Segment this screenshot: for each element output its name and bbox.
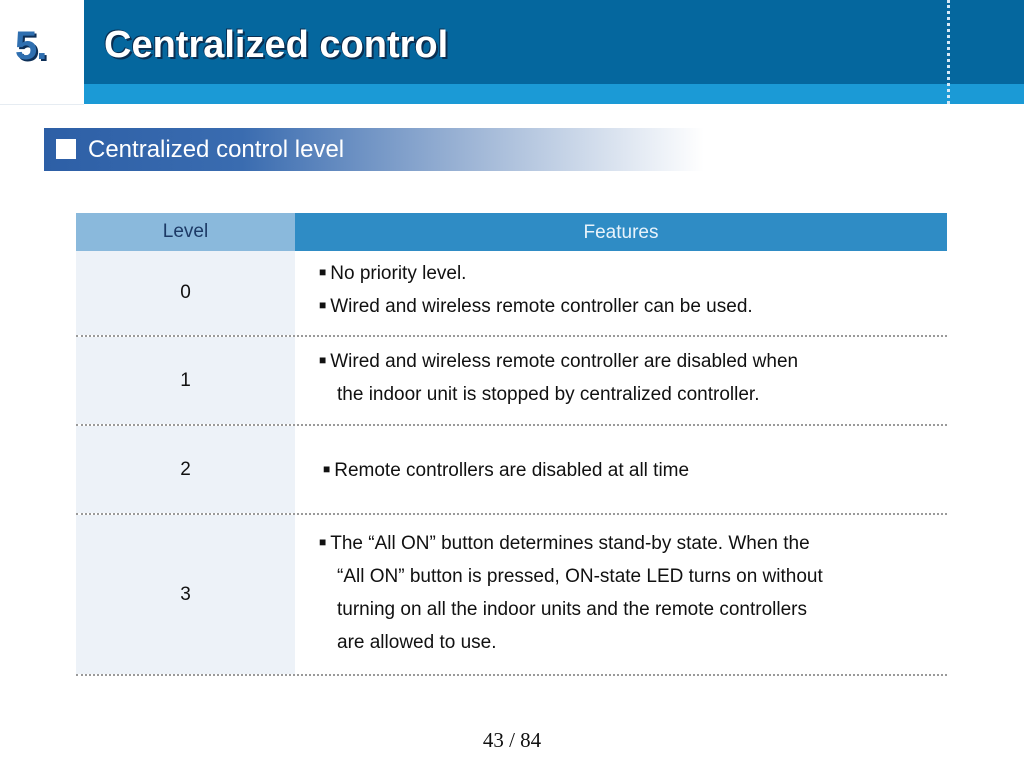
level-cell: 2 (76, 426, 295, 513)
bullet-icon: ■ (319, 265, 327, 279)
section-number: 5. (15, 24, 47, 68)
feature-line: the indoor unit is stopped by centralized controller. (337, 384, 760, 405)
table-row (76, 426, 947, 515)
feature-line: are allowed to use. (337, 632, 497, 653)
section-label: Centralized control level (88, 136, 345, 163)
header-features: Features (295, 213, 947, 251)
features-cell (295, 251, 947, 335)
page-number: 43 / 84 (482, 728, 542, 752)
level-cell: 1 (76, 337, 295, 424)
page-title: Centralized control (104, 24, 449, 66)
square-bullet-icon (56, 139, 76, 159)
feature-line: “All ON” button is pressed, ON-state LED turns on without (337, 566, 823, 587)
features-cell (295, 426, 947, 513)
table-row (76, 251, 947, 337)
levels-table (76, 213, 947, 676)
bullet-icon: ■ (319, 353, 327, 367)
level-cell: 0 (76, 251, 295, 335)
features-cell (295, 337, 947, 424)
features-cell (295, 515, 947, 674)
bullet-icon: ■ (319, 535, 327, 549)
feature-line: ■ Wired and wireless remote controller are disabled when (319, 351, 799, 372)
feature-line: ■ Wired and wireless remote controller can be used. (319, 296, 753, 317)
feature-line: ■ No priority level. (319, 263, 467, 284)
bullet-icon: ■ (319, 298, 327, 312)
header-accent-strip (84, 84, 1024, 104)
feature-line: ■ Remote controllers are disabled at all time (323, 460, 690, 481)
feature-line: turning on all the indoor units and the remote controllers (337, 599, 807, 620)
level-cell: 3 (76, 515, 295, 674)
section-number-box (0, 0, 84, 105)
bullet-icon: ■ (323, 462, 331, 476)
feature-line: ■ The “All ON” button determines stand-by state. When the (319, 533, 810, 554)
table-row (76, 337, 947, 426)
header-dotted-divider (947, 0, 950, 104)
table-row (76, 515, 947, 676)
header-level: Level (76, 213, 295, 251)
table-header (76, 213, 947, 251)
